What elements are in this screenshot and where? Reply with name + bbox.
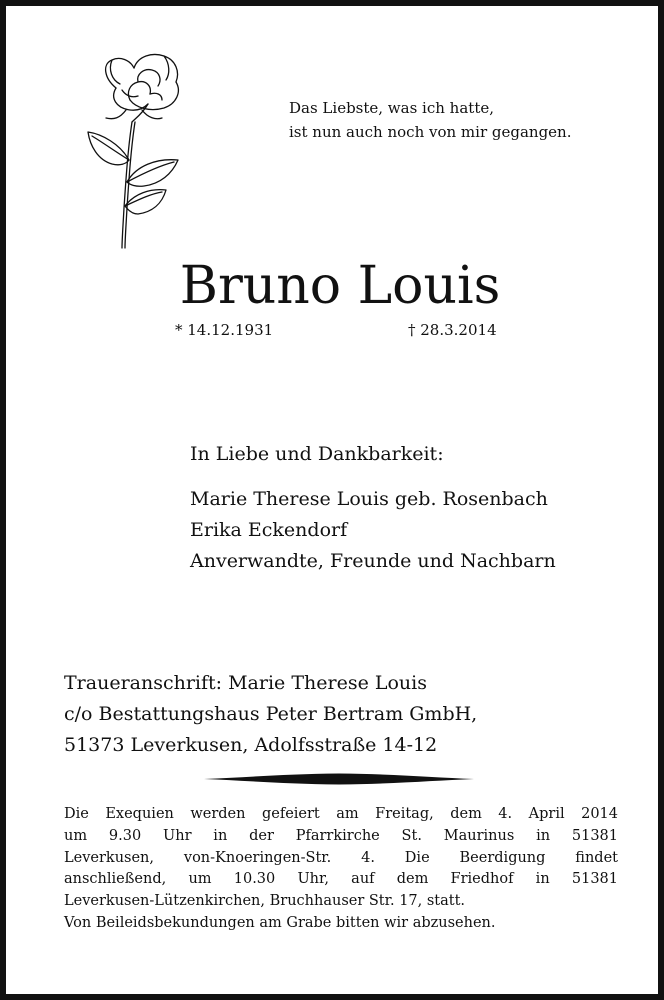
mourner-name: Anverwandte, Freunde und Nachbarn xyxy=(190,550,556,572)
mourner-name: Erika Eckendorf xyxy=(190,519,348,541)
service-line: Leverkusen-Lützenkirchen, Bruchhauser Str. 17, statt. xyxy=(64,893,466,910)
ink-stroke-divider xyxy=(204,772,474,786)
mourners-block xyxy=(190,440,556,577)
address-line: 51373 Leverkusen, Adolfsstraße 14-12 xyxy=(64,734,438,756)
service-line: Leverkusen, von-Knoeringen-Str. 4. Die Beerdigung findet xyxy=(64,849,618,866)
deceased-name: Bruno Louis xyxy=(179,256,501,316)
address-line: Traueranschrift: Marie Therese Louis xyxy=(64,672,427,694)
service-line: anschließend, um 10.30 Uhr, auf dem Friedhof in 51381 xyxy=(64,871,618,888)
service-line: um 9.30 Uhr in der Pfarrkirche St. Maurinus in 51381 xyxy=(64,827,618,844)
condolence-address xyxy=(64,668,477,761)
mourners-list xyxy=(190,484,556,577)
service-details xyxy=(64,804,618,935)
quote-line-2: ist nun auch noch von mir gegangen. xyxy=(289,123,572,141)
address-line: c/o Bestattungshaus Peter Bertram GmbH, xyxy=(64,703,478,725)
service-line: Die Exequien werden gefeiert am Freitag, dem 4. April 2014 xyxy=(64,806,618,822)
death-date: † 28.3.2014 xyxy=(408,321,497,339)
service-line: Von Beileidsbekundungen am Grabe bitten wir abzusehen. xyxy=(64,914,496,931)
rose-icon xyxy=(86,48,196,253)
mourner-name: Marie Therese Louis geb. Rosenbach xyxy=(190,488,548,510)
birth-date: * 14.12.1931 xyxy=(175,321,274,339)
quote-line-1: Das Liebste, was ich hatte, xyxy=(289,99,494,117)
quote xyxy=(289,96,571,144)
mourners-intro: In Liebe und Dankbarkeit: xyxy=(190,443,444,465)
